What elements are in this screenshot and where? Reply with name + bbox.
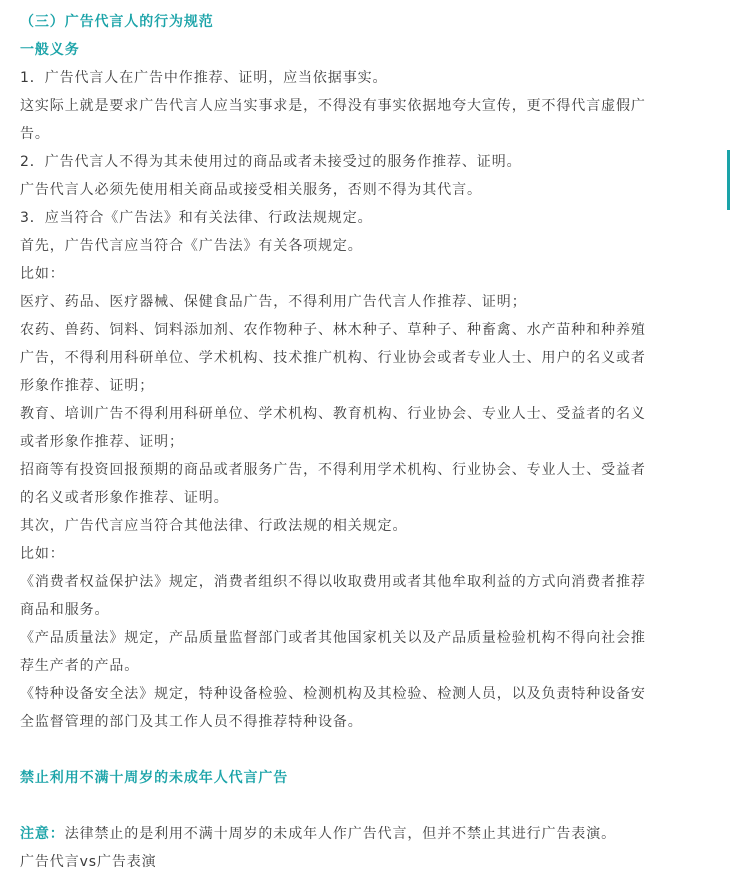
paragraph-line: 医疗、药品、医疗器械、保健食品广告，不得利用广告代言人作推荐、证明； — [20, 294, 527, 310]
paragraph-line: 形象作推荐、证明； — [20, 378, 155, 394]
note-text: 法律禁止的是利用不满十周岁的未成年人作广告代言，但并不禁止其进行广告表演。 — [64, 826, 617, 842]
paragraph-line: 《特种设备安全法》规定，特种设备检验、检测机构及其检验、检测人员，以及负责特种设备安 — [20, 686, 646, 702]
subheading-minor-endorsement: 禁止利用不满十周岁的未成年人代言广告 — [20, 770, 289, 786]
paragraph-line: 商品和服务。 — [20, 602, 110, 618]
paragraph-line: 这实际上就是要求广告代言人应当实事求是，不得没有事实依据地夸大宣传，更不得代言虚假广 — [20, 98, 646, 114]
section-title: （三）广告代言人的行为规范 — [20, 14, 214, 30]
note-label: 注意： — [20, 826, 65, 842]
paragraph-line: 教育、培训广告不得利用科研单位、学术机构、教育机构、行业协会、专业人士、受益者的名义 — [20, 406, 646, 422]
paragraph-line: 广告代言vs广告表演 — [20, 854, 157, 870]
paragraph-line: 或者形象作推荐、证明； — [20, 434, 184, 450]
paragraph-line: 比如： — [20, 266, 65, 282]
note-paragraph — [20, 820, 708, 848]
paragraph-line: 全监督管理的部门及其工作人员不得推荐特种设备。 — [20, 714, 363, 730]
paragraph-line: 广告，不得利用科研单位、学术机构、技术推广机构、行业协会或者专业人士、用户的名义或者 — [20, 350, 646, 366]
subheading-general-obligations: 一般义务 — [20, 42, 80, 58]
paragraph-line: 告。 — [20, 126, 50, 142]
paragraph-line: 的名义或者形象作推荐、证明。 — [20, 490, 229, 506]
paragraph-line: 荐生产者的产品。 — [20, 658, 140, 674]
paragraph-line: 首先，广告代言应当符合《广告法》有关各项规定。 — [20, 238, 363, 254]
paragraph-line: 2．广告代言人不得为其未使用过的商品或者未接受过的服务作推荐、证明。 — [20, 154, 522, 170]
paragraph-line: 《产品质量法》规定，产品质量监督部门或者其他国家机关以及产品质量检验机构不得向社会推 — [20, 630, 646, 646]
paragraph-line: 比如： — [20, 546, 65, 562]
paragraph-line: 3．应当符合《广告法》和有关法律、行政法规规定。 — [20, 210, 373, 226]
paragraph-line: 广告代言人必须先使用相关商品或接受相关服务，否则不得为其代言。 — [20, 182, 482, 198]
paragraph-line: 招商等有投资回报预期的商品或者服务广告，不得利用学术机构、行业协会、专业人士、受益者 — [20, 462, 646, 478]
spacer — [20, 736, 708, 764]
spacer — [20, 792, 708, 820]
paragraph-line: 《消费者权益保护法》规定，消费者组织不得以收取费用或者其他牟取利益的方式向消费者推荐 — [20, 574, 646, 590]
paragraph-line: 1．广告代言人在广告中作推荐、证明，应当依据事实。 — [20, 70, 388, 86]
paragraph-line: 农药、兽药、饲料、饲料添加剂、农作物种子、林木种子、草种子、种畜禽、水产苗种和种养殖 — [20, 322, 646, 338]
paragraph-line: 其次，广告代言应当符合其他法律、行政法规的相关规定。 — [20, 518, 408, 534]
